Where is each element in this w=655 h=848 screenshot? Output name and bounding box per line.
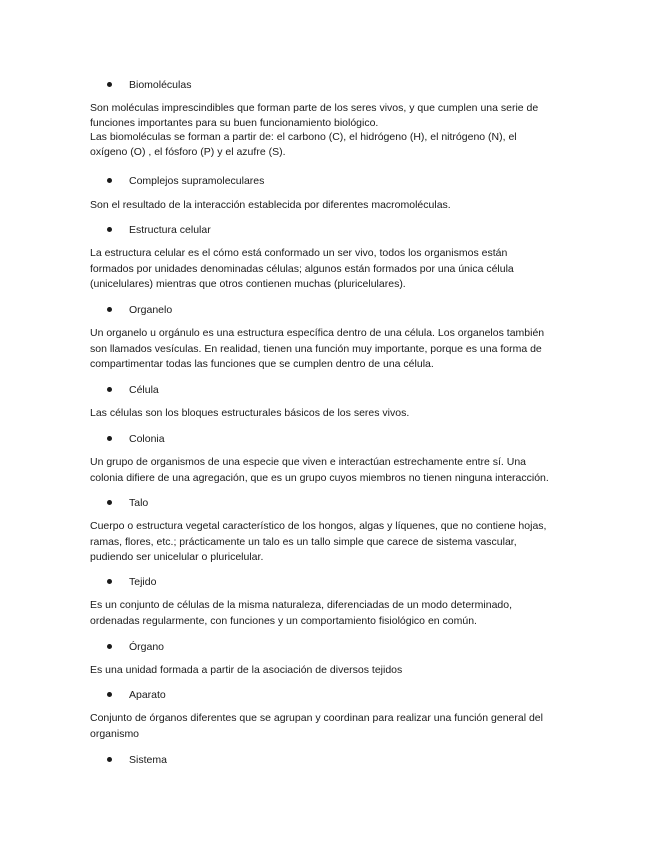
text-line: Las biomoléculas se forman a partir de: el carbono (C), el hidrógeno (H), el nitrógeno (N), el [90,131,517,143]
text-line: organismo [90,727,140,740]
text-line: Cuerpo o estructura vegetal característico de los hongos, algas y líquenes, que no contiene hojas, [90,520,547,532]
paragraph-aparato [90,711,560,742]
text-line: funciones importantes para su buen funcionamiento biológico. [90,116,379,129]
text-line: Conjunto de órganos diferentes que se agrupan y coordinan para realizar una función general del [90,712,543,724]
section-heading: Complejos supramoleculares [129,175,265,187]
paragraph-talo [90,519,560,566]
text-line: (unicelulares) mientras que otros contienen muchas (pluricelulares). [90,278,406,290]
paragraph-celula [90,406,560,422]
section-heading: Aparato [129,689,166,701]
section-heading: Estructura celular [129,224,211,236]
paragraph-tejido [90,598,560,629]
bullet-dot [107,307,112,312]
text-line: oxígeno (O) , el fósforo (P) y el azufre (S). [90,145,286,158]
section-heading: Célula [129,384,159,396]
paragraph-colonia [90,455,560,486]
section-heading: Tejido [129,576,157,588]
bullet-dot [107,644,112,649]
section-heading: Colonia [129,433,165,445]
paragraph-organelo [90,326,560,373]
text-line: ordenadas regularmente, con funciones y un comportamiento fisiológico en común. [90,614,477,627]
bullet-dot [107,757,112,762]
text-line: pudiendo ser unicelular o pluricelular. [90,551,264,563]
text-line: colonia difiere de una agregación, que es un grupo cuyos miembros no tienen ninguna interacción. [90,471,549,484]
paragraph-estructura-celular [90,246,560,293]
text-line: compartimentar todas las funciones que se cumplen dentro de una célula. [90,358,434,370]
text-line: Es un conjunto de células de la misma naturaleza, diferenciadas de un modo determinado, [90,599,513,611]
bullet-dot [107,227,112,232]
bullet-dot [107,82,112,87]
text-line: formados por unidades denominadas células; algunos están formados por una única célula [90,262,514,275]
paragraph-organo [90,663,560,679]
text-line: son llamados vesículas. En realidad, tienen una función muy importante, porque es una forma de [90,342,542,355]
bullet-dot [107,436,112,441]
bullet-dot [107,579,112,584]
bullet-dot [107,178,112,183]
text-line: Son moléculas imprescindibles que forman parte de los seres vivos, y que cumplen una serie de [90,102,539,114]
text-line: La estructura celular es el cómo está conformado un ser vivo, todos los organismos están [90,247,508,259]
text-line: Las células son los bloques estructurales básicos de los seres vivos. [90,407,410,419]
section-heading: Sistema [129,754,167,766]
text-line: ramas, flores, etc.; prácticamente un talo es un tallo simple que carece de sistema vascular, [90,535,517,548]
section-heading: Organelo [129,304,173,316]
text-line: Es una unidad formada a partir de la asociación de diversos tejidos [90,664,403,676]
text-line: Son el resultado de la interacción establecida por diferentes macromoléculas. [90,199,451,211]
section-heading: Talo [129,497,149,509]
bullet-dot [107,387,112,392]
text-line: Un organelo u orgánulo es una estructura específica dentro de una célula. Los organelos también [90,327,545,339]
section-heading: Órgano [129,641,165,653]
section-heading: Biomoléculas [129,79,192,91]
paragraph-biomoleculas [90,101,560,159]
text-line: Un grupo de organismos de una especie que viven e interactúan estrechamente entre sí. Una [90,456,527,468]
paragraph-complejos-supramoleculares [90,198,560,214]
bullet-dot [107,500,112,505]
bullet-dot [107,692,112,697]
